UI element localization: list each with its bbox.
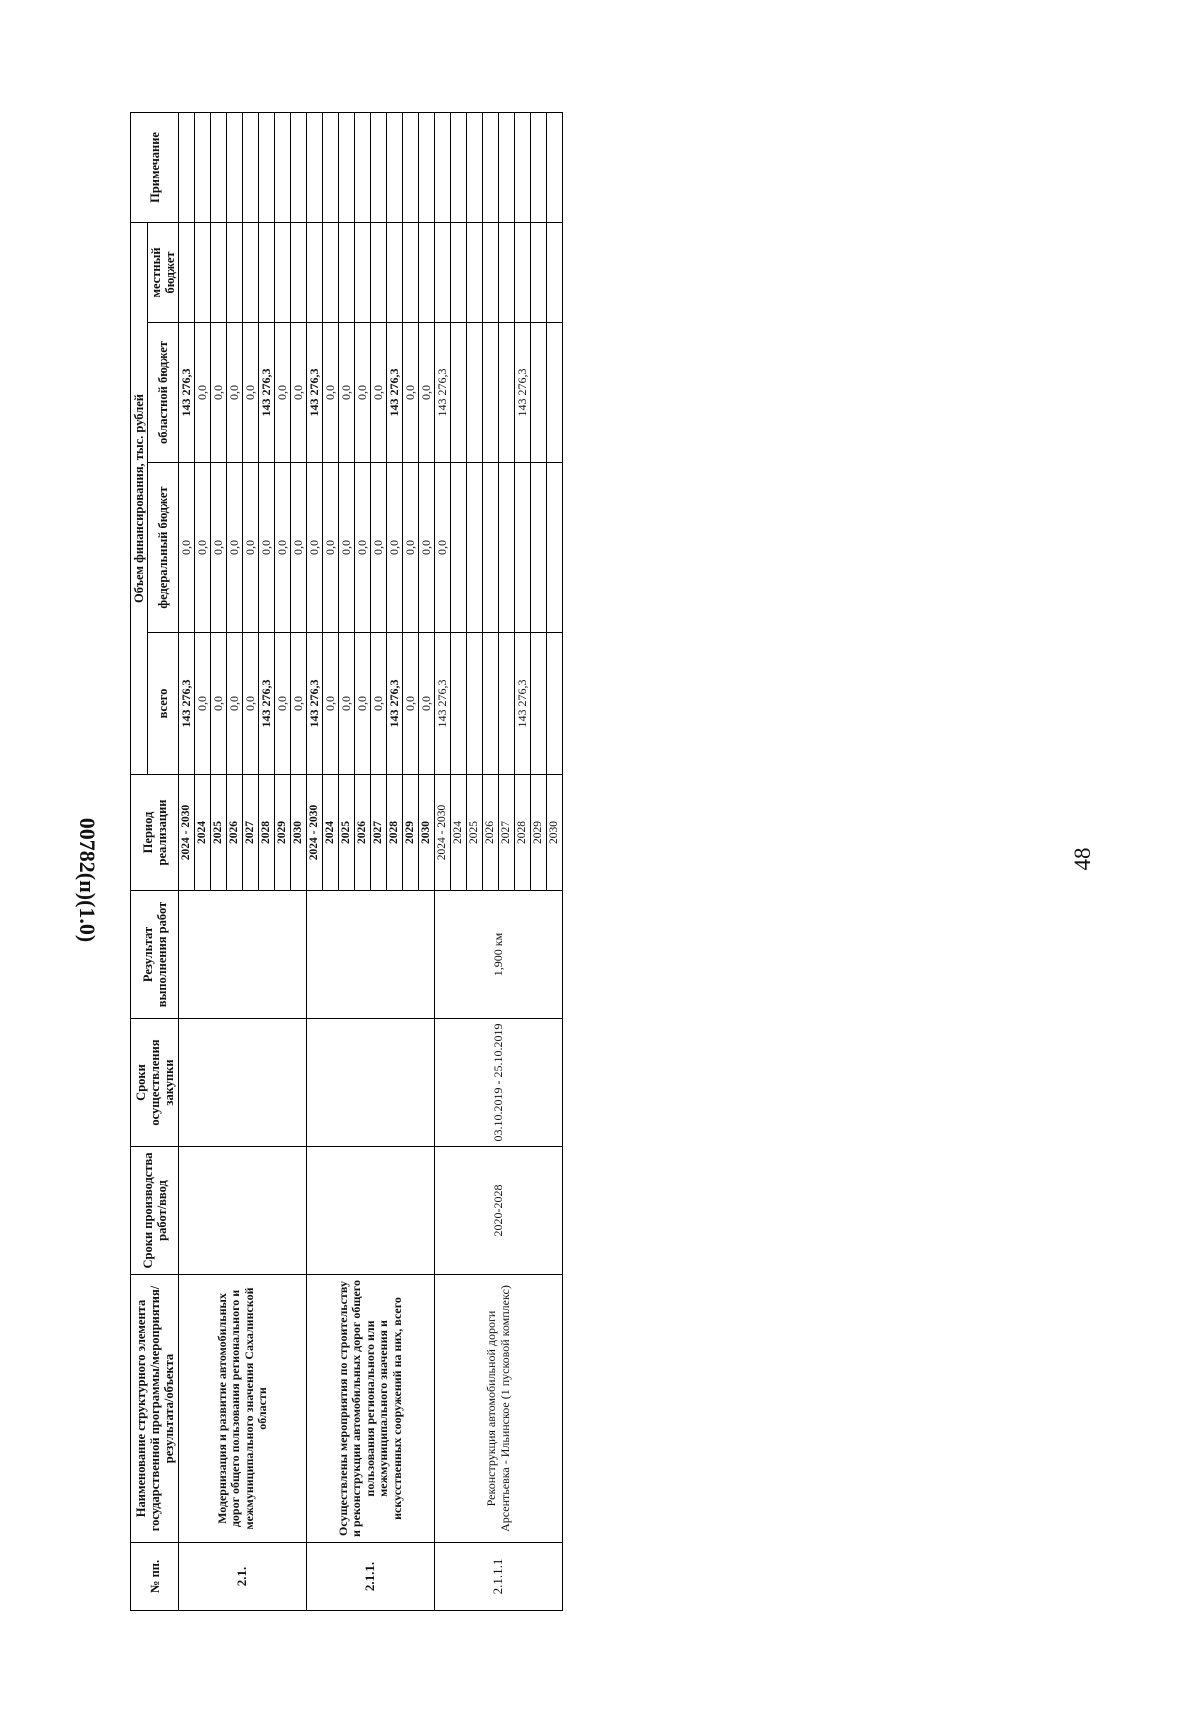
- federal-cell: 0,0: [211, 463, 227, 633]
- local-cell: [499, 222, 515, 322]
- item-procurement: 03.10.2019 - 25.10.2019: [435, 1019, 563, 1147]
- note-cell: [371, 112, 387, 222]
- document-code-text: 00782(п)(1.0): [75, 817, 100, 943]
- federal-cell: 0,0: [323, 463, 339, 633]
- header-local: местный бюджет: [148, 222, 179, 322]
- federal-cell: 0,0: [243, 463, 259, 633]
- header-federal: федеральный бюджет: [148, 463, 179, 633]
- local-cell: [291, 222, 307, 322]
- total-cell: 0,0: [291, 633, 307, 775]
- note-cell: [243, 112, 259, 222]
- regional-cell: [547, 323, 563, 463]
- item-terms: [307, 1147, 435, 1275]
- period-cell: 2028: [387, 775, 403, 891]
- local-cell: [259, 222, 275, 322]
- table-body: [179, 112, 563, 1610]
- local-cell: [371, 222, 387, 322]
- total-cell: [451, 633, 467, 775]
- note-cell: [227, 112, 243, 222]
- federal-cell: [515, 463, 531, 633]
- federal-cell: [547, 463, 563, 633]
- total-cell: 0,0: [419, 633, 435, 775]
- local-cell: [483, 222, 499, 322]
- regional-cell: 143 276,3: [515, 323, 531, 463]
- item-number: 2.1.: [179, 1543, 307, 1611]
- regional-cell: 0,0: [195, 323, 211, 463]
- financing-table-wrapper: [130, 113, 1050, 1611]
- item-name: Модернизация и развитие автомобильных дорог общего пользования регионального и межмуниципального значения Сахалинской области: [179, 1275, 307, 1543]
- regional-cell: 0,0: [243, 323, 259, 463]
- item-name: Реконструкция автомобильной дороги Арсентьевка - Ильинское (1 пусковой комплекс): [435, 1275, 563, 1543]
- local-cell: [403, 222, 419, 322]
- local-cell: [227, 222, 243, 322]
- regional-cell: [451, 323, 467, 463]
- total-cell: [499, 633, 515, 775]
- table-row: [179, 112, 195, 1610]
- federal-cell: 0,0: [371, 463, 387, 633]
- regional-cell: 0,0: [323, 323, 339, 463]
- local-cell: [435, 222, 451, 322]
- note-cell: [531, 112, 547, 222]
- federal-cell: [499, 463, 515, 633]
- period-cell: 2029: [275, 775, 291, 891]
- local-cell: [179, 222, 195, 322]
- header-result: Результат выполнения работ: [131, 891, 179, 1019]
- regional-cell: [531, 323, 547, 463]
- local-cell: [515, 222, 531, 322]
- total-cell: 143 276,3: [387, 633, 403, 775]
- local-cell: [243, 222, 259, 322]
- total-cell: [467, 633, 483, 775]
- total-cell: [483, 633, 499, 775]
- local-cell: [419, 222, 435, 322]
- note-cell: [339, 112, 355, 222]
- local-cell: [467, 222, 483, 322]
- total-cell: 0,0: [323, 633, 339, 775]
- period-cell: 2028: [515, 775, 531, 891]
- regional-cell: 0,0: [371, 323, 387, 463]
- note-cell: [547, 112, 563, 222]
- total-cell: 0,0: [227, 633, 243, 775]
- header-period: Период реализации: [131, 775, 179, 891]
- period-cell: 2024 - 2030: [179, 775, 195, 891]
- regional-cell: [483, 323, 499, 463]
- federal-cell: 0,0: [435, 463, 451, 633]
- regional-cell: 0,0: [419, 323, 435, 463]
- federal-cell: [467, 463, 483, 633]
- local-cell: [275, 222, 291, 322]
- regional-cell: 0,0: [403, 323, 419, 463]
- period-cell: 2027: [243, 775, 259, 891]
- item-result: [307, 891, 435, 1019]
- total-cell: 0,0: [403, 633, 419, 775]
- period-cell: 2026: [227, 775, 243, 891]
- federal-cell: 0,0: [339, 463, 355, 633]
- local-cell: [339, 222, 355, 322]
- regional-cell: 143 276,3: [387, 323, 403, 463]
- header-note: Примечание: [131, 112, 179, 222]
- federal-cell: 0,0: [355, 463, 371, 633]
- total-cell: 0,0: [339, 633, 355, 775]
- period-cell: 2024 - 2030: [435, 775, 451, 891]
- header-procurement: Сроки осуществления закупки: [131, 1019, 179, 1147]
- table-row: [435, 112, 451, 1610]
- header-num: № пп.: [131, 1543, 179, 1611]
- item-procurement: [179, 1019, 307, 1147]
- note-cell: [291, 112, 307, 222]
- period-cell: 2026: [483, 775, 499, 891]
- note-cell: [211, 112, 227, 222]
- federal-cell: 0,0: [307, 463, 323, 633]
- regional-cell: [467, 323, 483, 463]
- item-terms: 2020-2028: [435, 1147, 563, 1275]
- total-cell: [547, 633, 563, 775]
- item-result: [179, 891, 307, 1019]
- header-regional: областной бюджет: [148, 323, 179, 463]
- federal-cell: 0,0: [179, 463, 195, 633]
- note-cell: [387, 112, 403, 222]
- total-cell: 0,0: [355, 633, 371, 775]
- regional-cell: 0,0: [275, 323, 291, 463]
- period-cell: 2029: [531, 775, 547, 891]
- period-cell: 2025: [467, 775, 483, 891]
- note-cell: [451, 112, 467, 222]
- total-cell: 0,0: [211, 633, 227, 775]
- note-cell: [307, 112, 323, 222]
- note-cell: [275, 112, 291, 222]
- federal-cell: 0,0: [387, 463, 403, 633]
- federal-cell: 0,0: [195, 463, 211, 633]
- regional-cell: [499, 323, 515, 463]
- period-cell: 2030: [419, 775, 435, 891]
- note-cell: [499, 112, 515, 222]
- federal-cell: 0,0: [227, 463, 243, 633]
- header-funding: Объем финансирования, тыс. рублей: [131, 222, 148, 774]
- financing-table: [130, 112, 563, 1611]
- note-cell: [259, 112, 275, 222]
- local-cell: [307, 222, 323, 322]
- table-row: [307, 112, 323, 1610]
- total-cell: 0,0: [243, 633, 259, 775]
- header-row: [131, 112, 148, 1610]
- period-cell: 2027: [371, 775, 387, 891]
- item-terms: [179, 1147, 307, 1275]
- header-total: всего: [148, 633, 179, 775]
- item-procurement: [307, 1019, 435, 1147]
- period-cell: 2030: [547, 775, 563, 891]
- regional-cell: 0,0: [227, 323, 243, 463]
- federal-cell: 0,0: [419, 463, 435, 633]
- note-cell: [515, 112, 531, 222]
- period-cell: 2025: [339, 775, 355, 891]
- total-cell: 0,0: [195, 633, 211, 775]
- total-cell: 143 276,3: [435, 633, 451, 775]
- page-number: 48: [1070, 847, 1095, 871]
- local-cell: [547, 222, 563, 322]
- federal-cell: 0,0: [403, 463, 419, 633]
- period-cell: 2024: [323, 775, 339, 891]
- regional-cell: 143 276,3: [435, 323, 451, 463]
- note-cell: [403, 112, 419, 222]
- item-name: Осуществлены мероприятия по строительству и реконструкции автомобильных дорог общего пользования регионального или межмуниципального значения и искусственных сооружений на них, всего: [307, 1275, 435, 1543]
- note-cell: [323, 112, 339, 222]
- note-cell: [195, 112, 211, 222]
- regional-cell: 143 276,3: [179, 323, 195, 463]
- header-terms: Сроки производства работ/ввод: [131, 1147, 179, 1275]
- header-name: Наименование структурного элемента государственной программы/мероприятия/ результата/объекта: [131, 1275, 179, 1543]
- local-cell: [531, 222, 547, 322]
- period-cell: 2028: [259, 775, 275, 891]
- federal-cell: [531, 463, 547, 633]
- local-cell: [195, 222, 211, 322]
- item-result: 1,900 км: [435, 891, 563, 1019]
- note-cell: [179, 112, 195, 222]
- document-code: [72, 800, 102, 960]
- total-cell: 143 276,3: [515, 633, 531, 775]
- local-cell: [211, 222, 227, 322]
- note-cell: [355, 112, 371, 222]
- total-cell: 143 276,3: [307, 633, 323, 775]
- local-cell: [387, 222, 403, 322]
- regional-cell: 0,0: [211, 323, 227, 463]
- regional-cell: 143 276,3: [259, 323, 275, 463]
- total-cell: [531, 633, 547, 775]
- period-cell: 2024: [451, 775, 467, 891]
- regional-cell: 143 276,3: [307, 323, 323, 463]
- note-cell: [419, 112, 435, 222]
- regional-cell: 0,0: [291, 323, 307, 463]
- federal-cell: 0,0: [259, 463, 275, 633]
- note-cell: [483, 112, 499, 222]
- federal-cell: [483, 463, 499, 633]
- period-cell: 2027: [499, 775, 515, 891]
- regional-cell: 0,0: [355, 323, 371, 463]
- period-cell: 2024 - 2030: [307, 775, 323, 891]
- note-cell: [467, 112, 483, 222]
- period-cell: 2026: [355, 775, 371, 891]
- local-cell: [451, 222, 467, 322]
- total-cell: 0,0: [371, 633, 387, 775]
- local-cell: [323, 222, 339, 322]
- note-cell: [435, 112, 451, 222]
- item-number: 2.1.1.: [307, 1543, 435, 1611]
- local-cell: [355, 222, 371, 322]
- federal-cell: 0,0: [275, 463, 291, 633]
- total-cell: 0,0: [275, 633, 291, 775]
- regional-cell: 0,0: [339, 323, 355, 463]
- period-cell: 2025: [211, 775, 227, 891]
- federal-cell: [451, 463, 467, 633]
- item-number: 2.1.1.1: [435, 1543, 563, 1611]
- total-cell: 143 276,3: [259, 633, 275, 775]
- total-cell: 143 276,3: [179, 633, 195, 775]
- period-cell: 2030: [291, 775, 307, 891]
- period-cell: 2029: [403, 775, 419, 891]
- period-cell: 2024: [195, 775, 211, 891]
- federal-cell: 0,0: [291, 463, 307, 633]
